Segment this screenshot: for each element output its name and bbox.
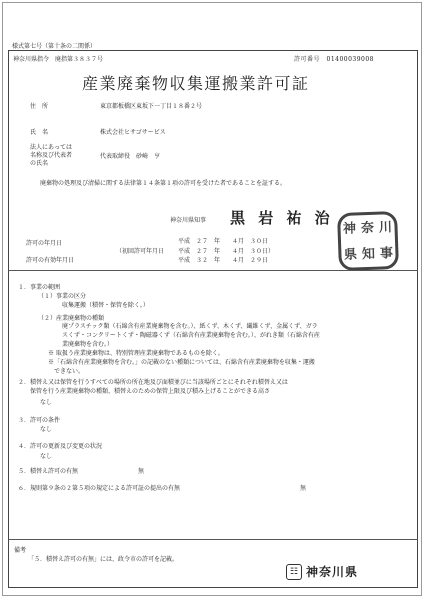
permit-date-value: 平成 ２７ 年 ４月 ３０日 <box>178 238 269 245</box>
section-6-value: 無 <box>300 485 307 492</box>
section-6-title: ６．規則第９条の２第５項の規定による許可証の提出の有無 <box>18 485 181 492</box>
governor-name: 黒 岩 祐 治 <box>230 209 334 227</box>
section-4-title: ４．許可の更新及び変更の状況 <box>18 443 103 450</box>
expiry-date-value: 平成 ３２ 年 ４月 ２９日 <box>178 257 269 264</box>
representative-label: 法人にあっては 名称及び代表者 の氏名 <box>30 144 73 167</box>
certificate-title: 産業廃棄物収集運搬業許可証 <box>82 74 310 93</box>
initial-date-value: 平成 ２７ 年 ４月 ３０日） <box>178 248 275 255</box>
remarks-text: 「５．積替え許可の有無」には、政令市の許可を記載。 <box>28 556 179 563</box>
section-4-value: なし <box>40 453 53 460</box>
prefecture-logo-text: 神奈川県 <box>306 565 359 579</box>
section-5-value: 無 <box>138 468 145 475</box>
representative-value: 代表取締役 砂崎 亨 <box>100 153 161 160</box>
section-3-value: なし <box>40 426 53 433</box>
prefecture-emblem-icon: ☷ <box>286 564 302 580</box>
divider-top <box>8 270 418 271</box>
business-category-label: （１）事業の区分 <box>38 293 87 300</box>
directive-number: 神奈川県指令 廃指第３８３７号 <box>13 56 104 63</box>
governor-seal: 神 奈 川 県 知 事 <box>337 211 399 271</box>
section-3-title: ３．許可の条件 <box>18 417 61 424</box>
divider-remarks <box>8 539 418 540</box>
form-label: 様式第七号（第十条の二関係） <box>12 43 97 50</box>
name-label: 氏 名 <box>30 129 49 136</box>
remarks-label: 備考 <box>14 547 27 554</box>
section-5-title: ５．積替え許可の有無 <box>18 468 79 475</box>
initial-date-label: （初回許可年月日 <box>116 248 165 255</box>
address-value: 東京都板橋区東坂下一丁目１８番２号 <box>100 103 203 110</box>
permit-number: 許可番号 01400039008 <box>294 56 374 63</box>
name-value: 株式会社ヒサゴサービス <box>100 129 166 136</box>
section-1-title: １．事業の範囲 <box>18 284 61 291</box>
expiry-date-label: 許可の有効年月日 <box>26 257 75 264</box>
issuer-role: 神奈川県知事 <box>170 217 207 224</box>
certification-statement: 廃棄物の処理及び清掃に関する法律第１４条第１項の許可を受けた者であることを証する。 <box>40 180 287 187</box>
section-2-value: なし <box>40 399 53 406</box>
waste-types-list: 廃プラスチック類（石綿含有産業廃棄物を含む。）、紙くず、木くず、繊維くず、金属くず、ガラ スくず・コンクリートくず・陶磁器くず（石綿含有産業廃棄物を含む。）、がれき類（石綿含有産 業廃棄物を含む。） <box>62 323 320 348</box>
waste-types-label: （２）産業廃棄物の種類 <box>38 315 105 322</box>
address-label: 住 所 <box>30 103 49 110</box>
handling-notes: ※ 取扱う産業廃棄物は、特別管理産業廃棄物であるものを除く。 ※「石綿含有産業廃棄物を含む。」の記載のない種類については、石綿含有産業廃棄物を収集・運搬 できない。 <box>48 350 315 375</box>
permit-date-label: 許可の年月日 <box>26 240 63 247</box>
business-category-value: 収集運搬（積替・保管を除く。） <box>62 302 149 309</box>
section-2-title: ２．積替え又は保管を行うすべての場所の所在地及び面積並びに当該場所ごとにそれぞれ積替え又は 保管を行う産業廃棄物の種類、積替えのための保管上限及び積み上げることができる高さ <box>18 379 288 395</box>
